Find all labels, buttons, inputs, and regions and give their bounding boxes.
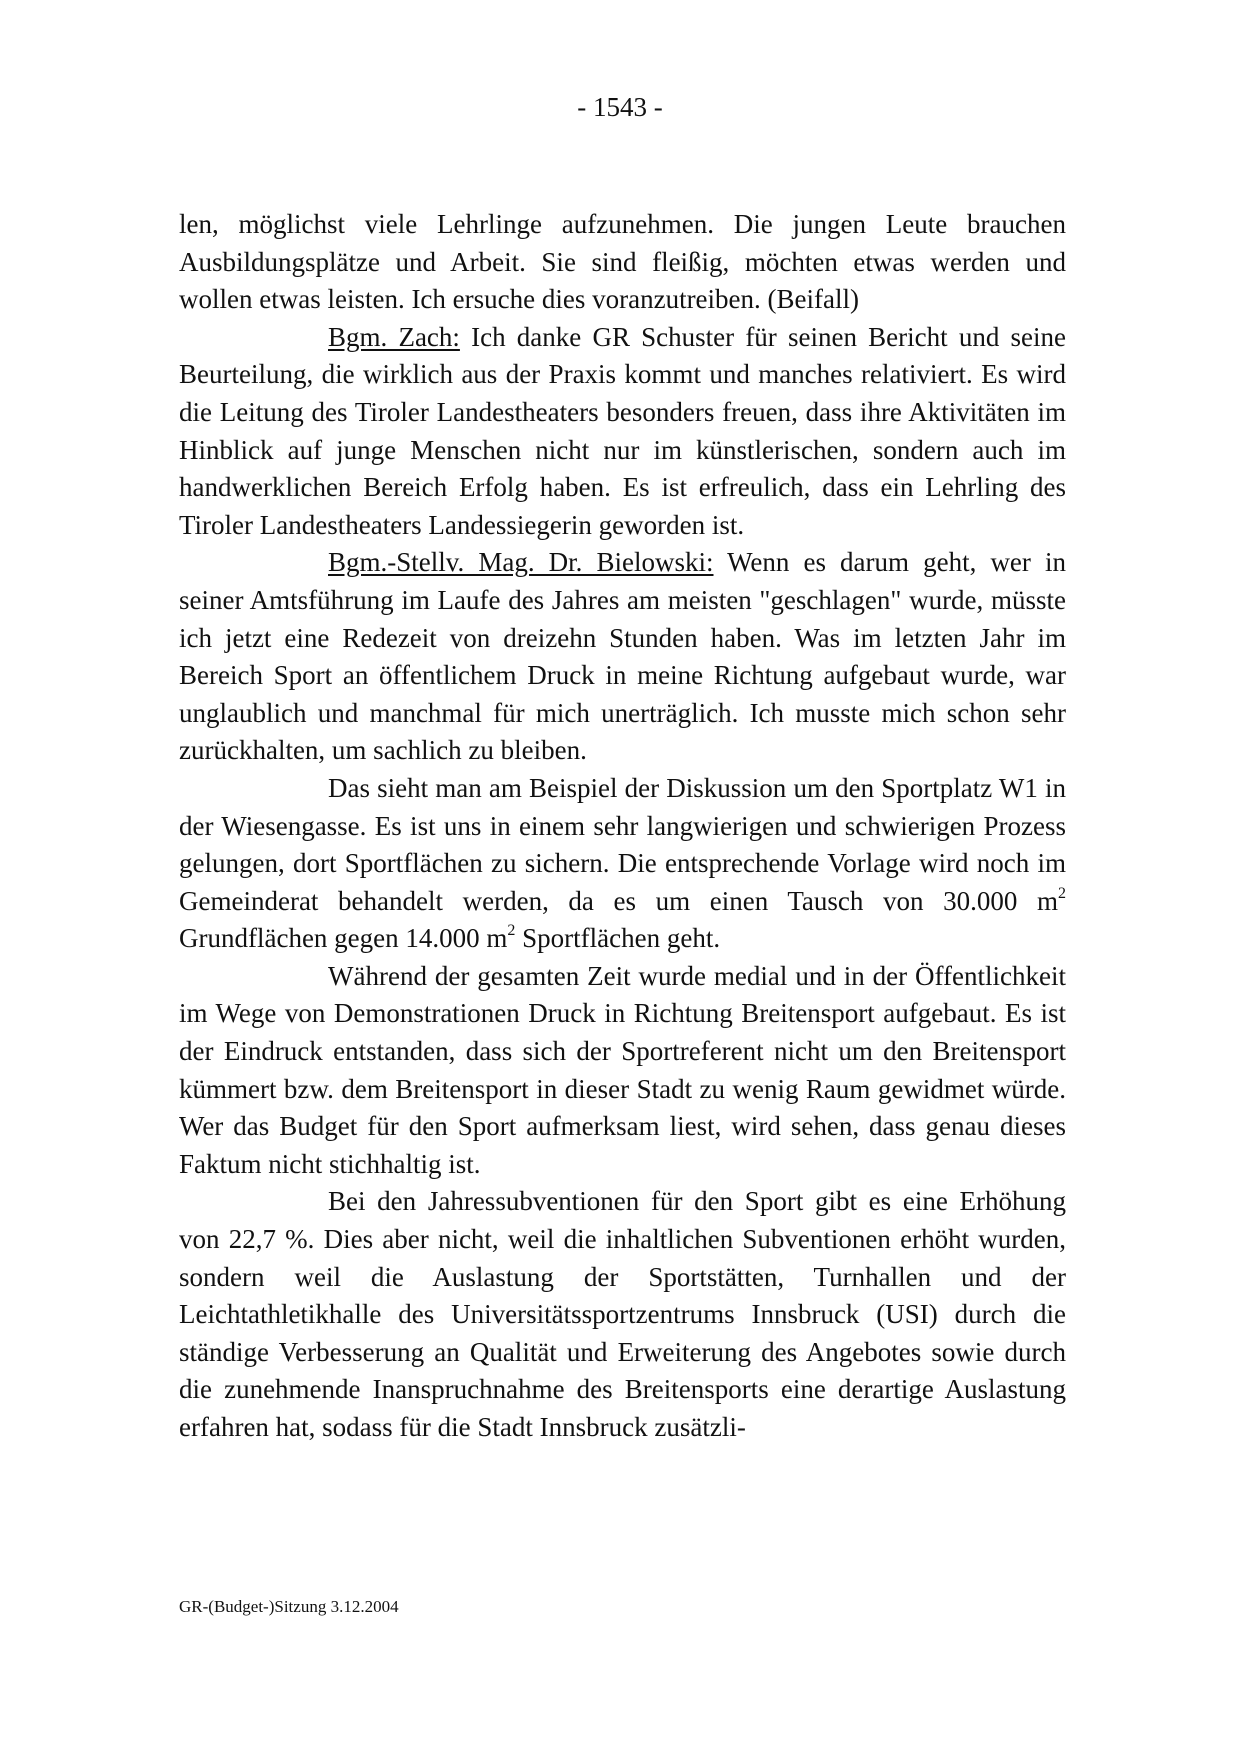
paragraph-text: Sportflächen geht. [515, 923, 721, 954]
paragraph-text: Grundflächen gegen 14.000 m [179, 923, 508, 954]
paragraph-text: Das sieht man am Beispiel der Diskussion um den Sportplatz W1 in der Wiesengasse. Es ist uns in einem sehr langwierigen und schwierigen Prozess gelungen, dort Sportflächen zu sichern. Die entsprechende Vorlage wird noch im Gemeinderat behandelt werden, da es um einen Tausch von 30.000 m [179, 772, 1066, 916]
superscript: 2 [1058, 884, 1066, 902]
paragraph: Während der gesamten Zeit wurde medial und in der Öffentlichkeit im Wege von Demonstrationen Druck in Richtung Breitensport aufgebaut. Es ist der Eindruck entstanden, dass sich der Sportreferent nicht um den Breitensport kümmert bzw. dem Breitensport in dieser Stadt zu wenig Raum gewidmet würde. Wer das Budget für den Sport aufmerksam liest, wird sehen, dass genau dieses Faktum nicht stichhaltig ist. [179, 960, 1066, 1179]
superscript: 2 [507, 922, 516, 940]
paragraph: len, möglichst viele Lehrlinge aufzunehmen. Die jungen Leute brauchen Ausbildungsplätze und Arbeit. Sie sind fleißig, möchten etwas werden und wollen etwas leisten. Ich ersuche dies voranzutreiben. (Beifall) [179, 209, 1066, 315]
paragraph [179, 770, 1066, 958]
speech-text: Ich danke GR Schuster für seinen Bericht und seine Beurteilung, die wirklich aus der Praxis kommt und manches relativiert. Es wird die Leitung des Tiroler Landestheaters besonders freuen, dass ihre Aktivitäten im Hinblick auf junge Menschen nicht nur im künstlerischen, sondern auch im handwerklichen Bereich Erfolg haben. Es ist erfreulich, dass ein Lehrling des Tiroler Landestheaters Landessiegerin geworden ist. [179, 321, 1066, 540]
document-body [179, 206, 1066, 1447]
paragraph: Bei den Jahressubventionen für den Sport gibt es eine Erhöhung von 22,7 %. Dies aber nicht, weil die inhaltlichen Subventionen erhöht wurden, sondern weil die Auslastung der Sportstätten, Turnhallen und der Leichtathletikhalle des Universitätssportzentrums Innsbruck (USI) durch die ständige Verbesserung an Qualität und Erweiterung des Angebotes sowie durch die zunehmende Inanspruchnahme des Breitensports eine derartige Auslastung erfahren hat, sodass für die Stadt Innsbruck zusätzli- [179, 1186, 1066, 1442]
page-number: - 1543 - [577, 92, 663, 122]
speech-text: Wenn es darum geht, wer in seiner Amtsführung im Laufe des Jahres am meisten "geschlagen" wurde, müsste ich jetzt eine Redezeit von dreizehn Stunden haben. Was im letzten Jahr im Bereich Sport an öffentlichem Druck in meine Richtung aufgebaut wurde, war unglaublich und manchmal für mich unerträglich. Ich musste mich schon sehr zurückhalten, um sachlich zu bleiben. [179, 547, 1066, 766]
footer-session-label: GR-(Budget-)Sitzung 3.12.2004 [179, 1597, 399, 1616]
speaker-name: Bgm. Zach: [328, 321, 460, 352]
speaker-name: Bgm.-Stellv. Mag. Dr. Bielowski: [328, 547, 714, 578]
paragraph-speech-zach [179, 319, 1066, 545]
paragraph-speech-bielowski [179, 544, 1066, 770]
